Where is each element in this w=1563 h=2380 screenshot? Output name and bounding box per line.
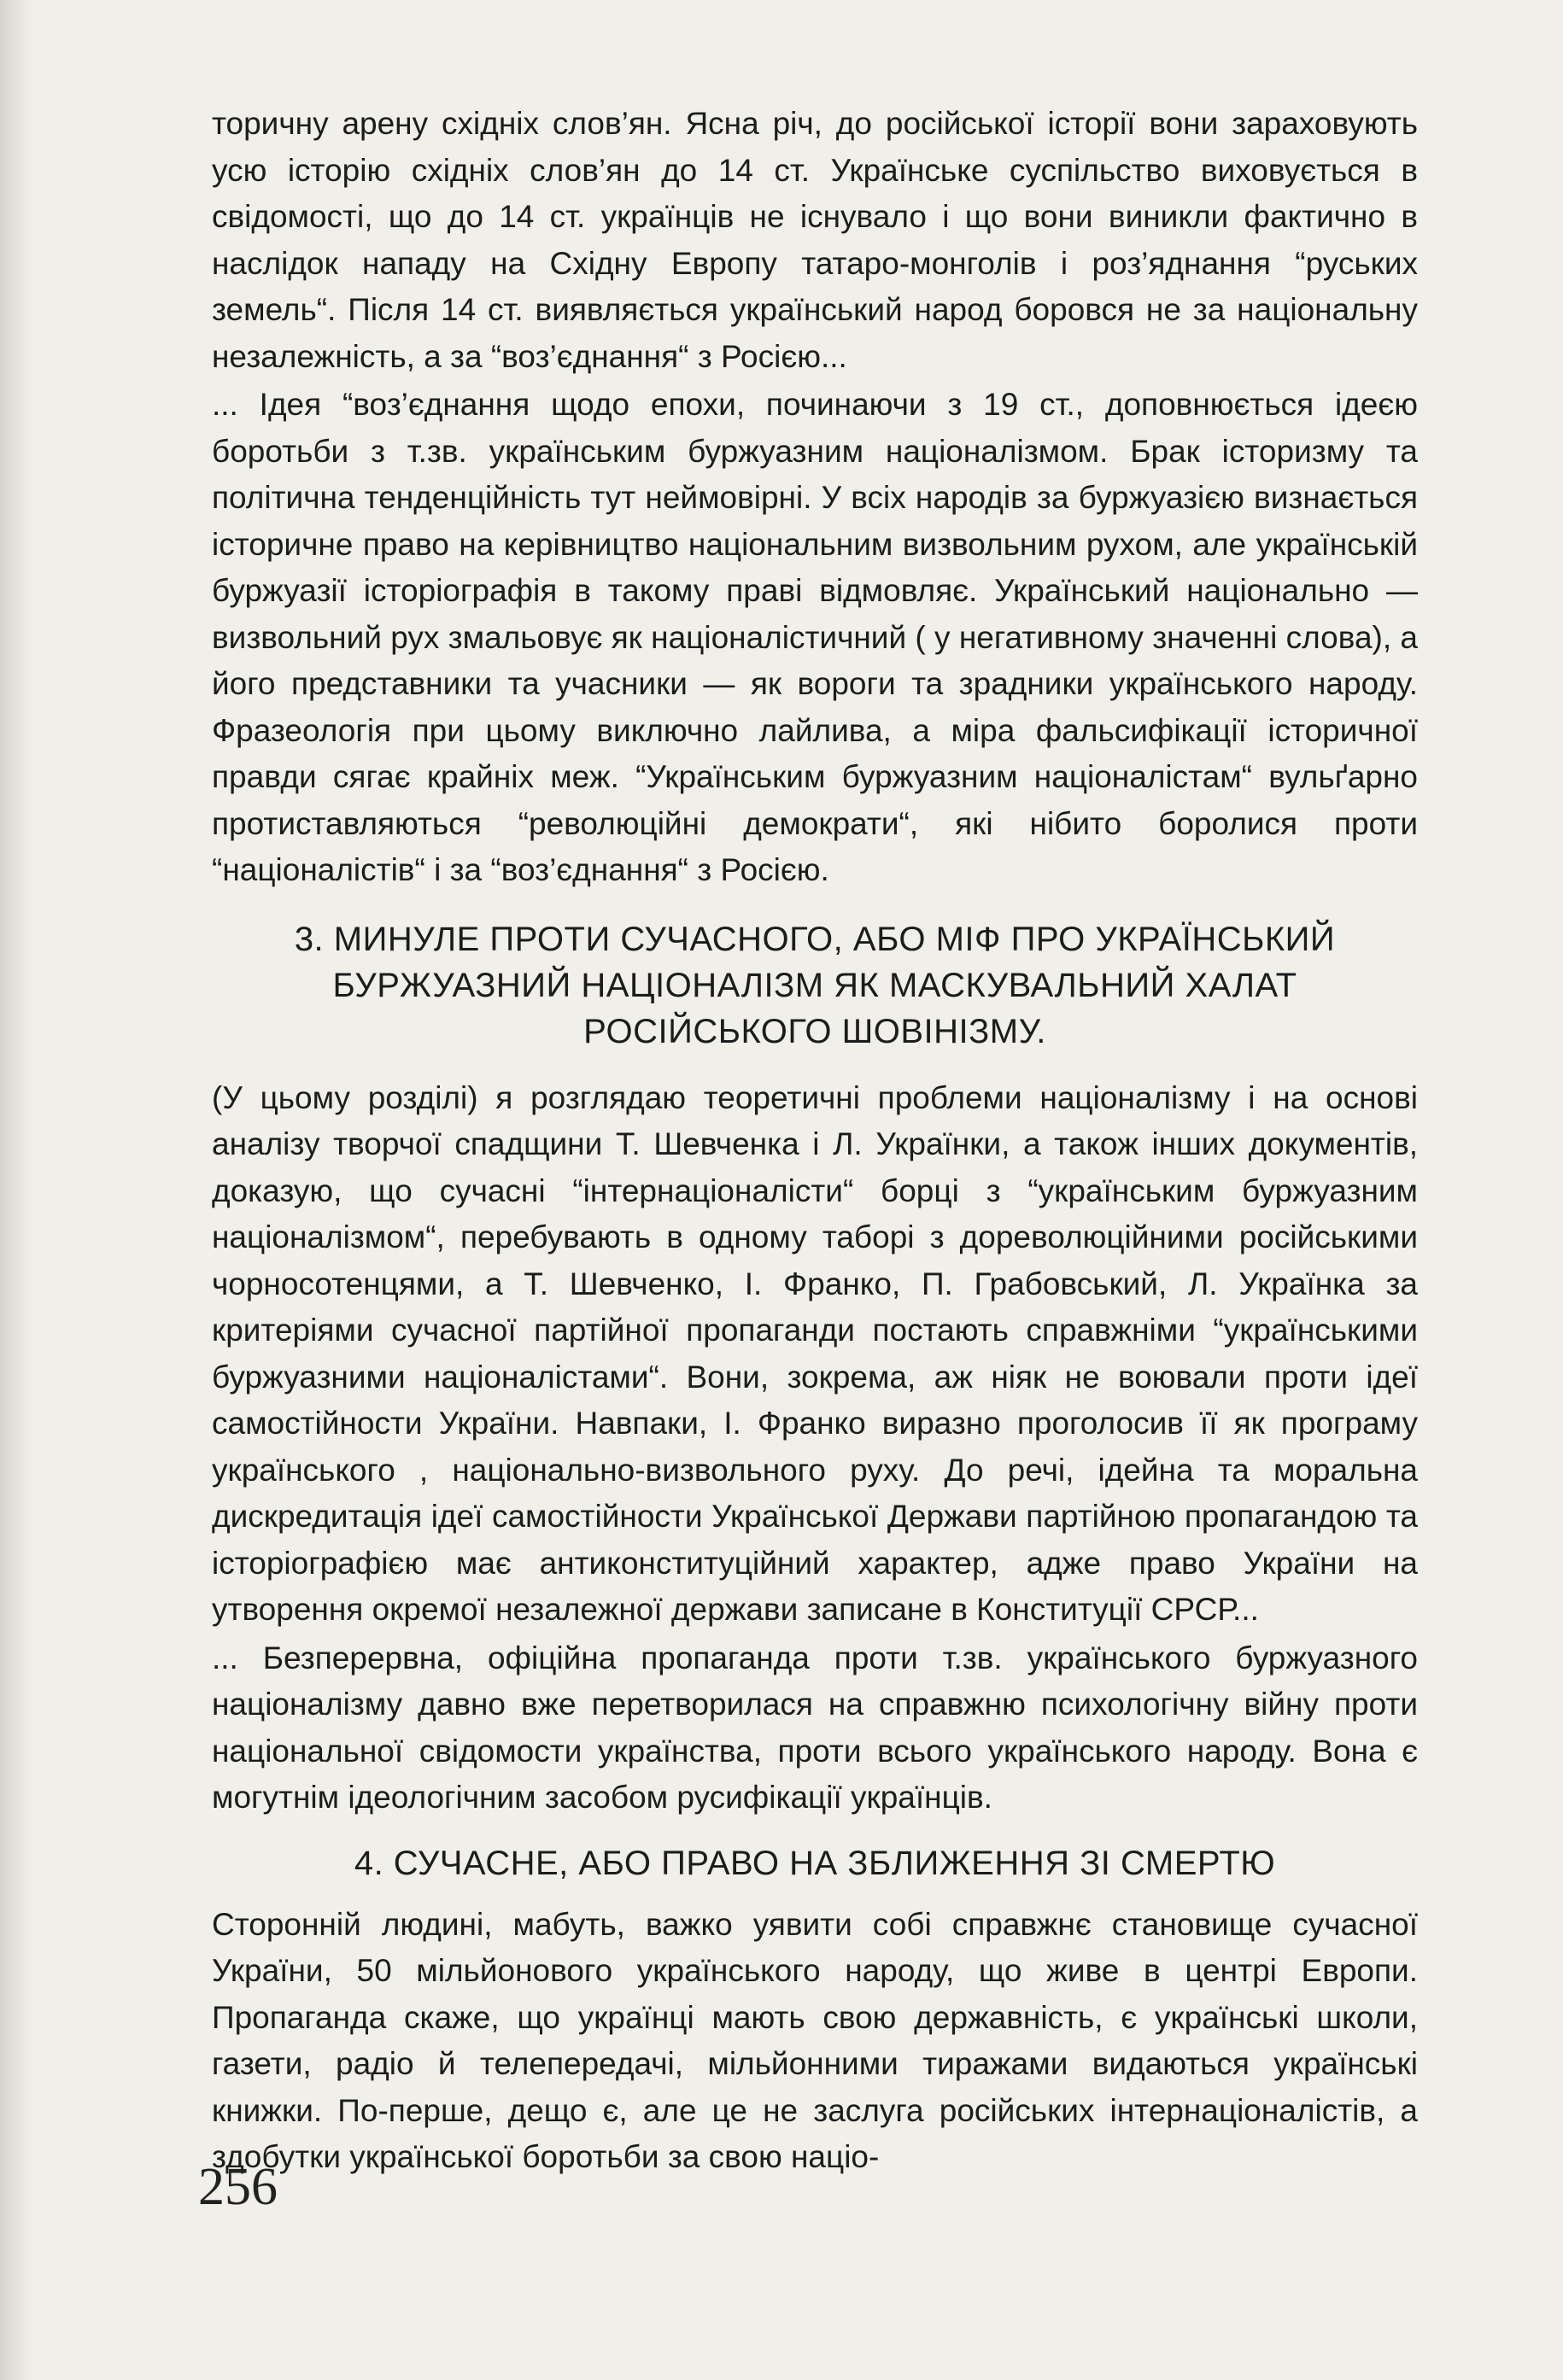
text-column [212,101,1418,2181]
section-3-heading [212,916,1418,1055]
page-binding-edge [0,0,34,2380]
paragraph-5: Сторонній людині, мабуть, важко уявити собі справжнє становище сучасної України, 50 мільйонового українського народу, що живе в центрі Европи. Пропаганда скаже, що українці мають свою державність, є українські школи, газети, радіо й телепередачі, мільйонними тиражами видаються українські книжки. По-перше, дещо є, але це не заслуга російських інтернаціоналістів, а здобутки української боротьби за свою націо- [212,1906,1418,2174]
section-3-heading-line-3: РОСІЙСЬКОГО ШОВІНІЗМУ. [583,1012,1046,1050]
paragraph-4: ... Безперервна, офіційна пропаганда проти т.зв. українського буржуазного націоналізму давно вже перетворилася на справжню психологічну війну проти національної свідомости українства, проти всього українського народу. Вона є могутнім ідеологічним засобом русифікації українців. [212,1640,1418,1815]
section-3-heading-line-1: 3. МИНУЛЕ ПРОТИ СУЧАСНОГО, АБО МІФ ПРО УКРАЇНСЬКИЙ [294,920,1336,958]
page-number: 256 [198,2158,278,2216]
paragraph-1: торичну арену східніх слов’ян. Ясна річ, до російської історії вони зараховують усю історію східніх слов’ян до 14 ст. Українське суспільство виховується в свідомості, що до 14 ст. українців не існувало і що вони виникли фактично в наслідок нападу на Східну Европу татаро-монголів і роз’яднання “руських земель“. Після 14 ст. виявляється український народ боровся не за національну незалежність, а за “воз’єднання“ з Росією... [212,106,1418,374]
section-3-heading-line-2: БУРЖУАЗНИЙ НАЦІОНАЛІЗМ ЯК МАСКУВАЛЬНИЙ ХАЛАТ [332,966,1297,1004]
paragraph-2: ... Ідея “воз’єднання щодо епохи, починаючи з 19 ст., доповнюється ідеєю боротьби з т.зв. українським буржуазним націоналізмом. Брак історизму та політична тенденційність тут неймовірні. У всіх народів за буржуазією визнається історичне право на керівництво національним визвольним рухом, але українській буржуазії історіографія в такому праві відмовляє. Український національно — визвольний рух змальовує як націоналістичний ( у негативному значенні слова), а його представники та учасники — як вороги та зрадники українського народу. Фразеологія при цьому виключно лайлива, а міра фальсифікації історичної правди сягає крайніх меж. “Українським буржуазним націоналістам“ вульґарно протиставляються “революційні демократи“, які нібито боролися проти “націоналістів“ і за “воз’єднання“ з Росією. [212,387,1418,887]
section-4-heading: 4. СУЧАСНЕ, АБО ПРАВО НА ЗБЛИЖЕННЯ ЗІ СМЕРТЮ [354,1844,1276,1882]
paragraph-3: (У цьому розділі) я розглядаю теоретичні проблеми націоналізму і на основі аналізу творчої спадщини Т. Шевченка і Л. Українки, а також інших документів, доказую, що сучасні “інтернаціоналісти“ борці з “українським буржуазним націоналізмом“, перебувають в одному таборі з дореволюційними російськими чорносотенцями, а Т. Шевченко, І. Франко, П. Грабовський, Л. Українка за критеріями сучасної партійної пропаганди постають справжніми “українськими буржуазними націоналістами“. Вони, зокрема, аж ніяк не воювали проти ідеї самостійности України. Навпаки, І. Франко виразно проголосив її як програму українського , національно-визвольного руху. До речі, ідейна та моральна дискредитація ідеї самостійности Української Держави партійною пропагандою та історіографією має антиконституційний характер, адже право України на утворення окремої незалежної держави записане в Конституції СРСР... [212,1079,1418,1627]
